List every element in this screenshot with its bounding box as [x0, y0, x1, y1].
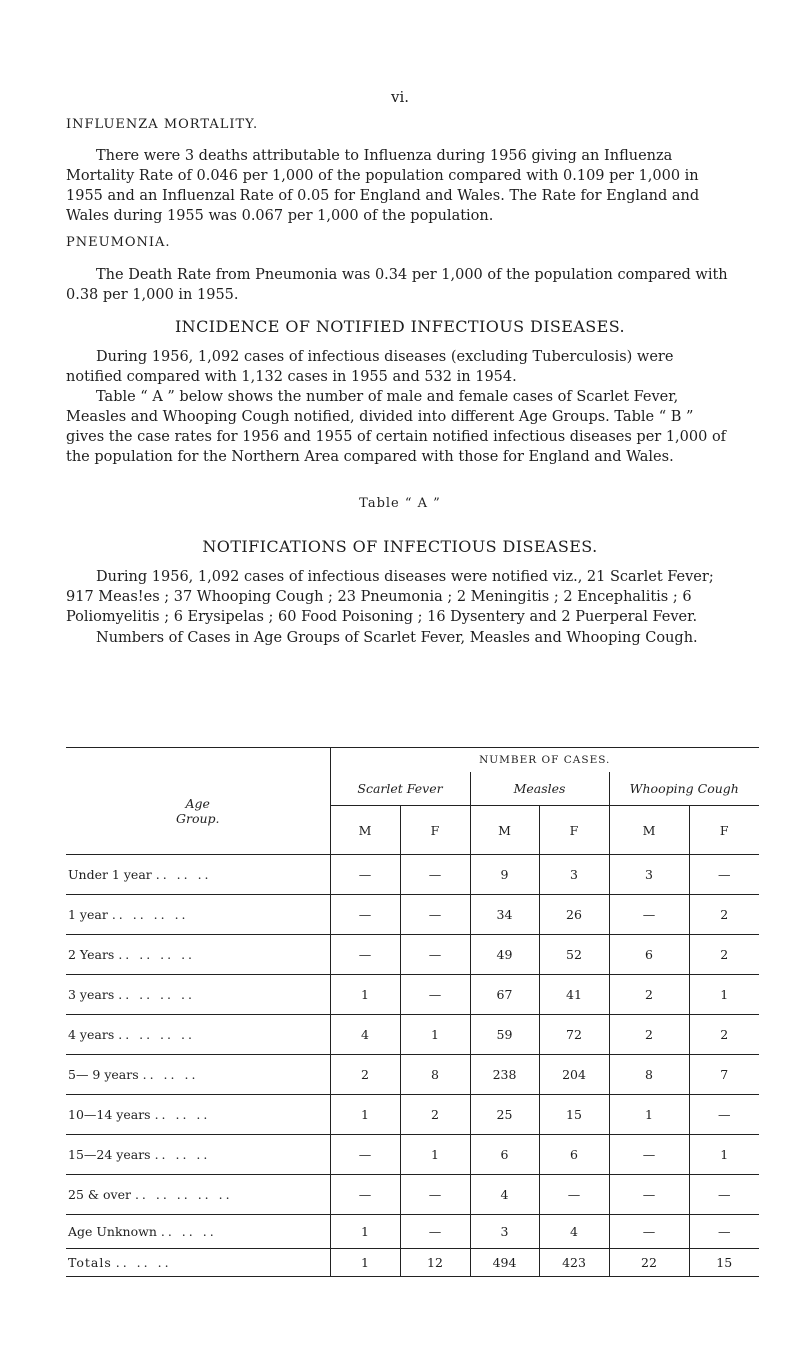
- number-of-cases-header: NUMBER OF CASES.: [330, 748, 759, 772]
- leader-dots: .. .. .. .. ..: [134, 1187, 233, 1202]
- cell-scarlet-f: —: [400, 975, 470, 1015]
- age-label: 25 & over: [68, 1187, 131, 1202]
- cell-measles-f: 3: [539, 855, 609, 895]
- measles-header: Measles: [470, 772, 609, 806]
- scarlet-fever-header: Scarlet Fever: [330, 772, 470, 806]
- cell-scarlet-m: 1: [330, 1215, 400, 1249]
- cell-whooping-m: 2: [609, 1015, 689, 1055]
- age-cell: [66, 1175, 330, 1215]
- cell-scarlet-f: 1: [400, 1015, 470, 1055]
- cell-scarlet-f: 2: [400, 1095, 470, 1135]
- cell-scarlet-m: —: [330, 895, 400, 935]
- total-whooping-m: 22: [609, 1249, 689, 1277]
- leader-dots: .. .. .. ..: [111, 907, 189, 922]
- cell-whooping-m: 2: [609, 975, 689, 1015]
- cell-measles-f: 15: [539, 1095, 609, 1135]
- influenza-paragraph: There were 3 deaths attributable to Influenza during 1956 giving an Influenza Mortality Rate of 0.046 per 1,000 of the population compared with 0.109 per 1,000 in 1955 and an Influenzal Rate of 0.05 for England and Wales. The Rate for England and Wales during 1955 was 0.067 per 1,000 of the population.: [66, 148, 700, 224]
- cell-measles-m: 3: [470, 1215, 539, 1249]
- table-row: [66, 975, 759, 1015]
- cases-by-age-table: [66, 747, 759, 1277]
- table-row: [66, 895, 759, 935]
- cell-scarlet-f: —: [400, 935, 470, 975]
- age-label: 1 year: [68, 907, 108, 922]
- cell-whooping-f: —: [689, 1175, 759, 1215]
- cell-scarlet-f: —: [400, 855, 470, 895]
- cell-scarlet-m: 1: [330, 1095, 400, 1135]
- leader-dots: .. .. .. ..: [118, 1027, 195, 1042]
- cell-measles-f: 6: [539, 1135, 609, 1175]
- totals-row: [66, 1249, 759, 1277]
- totals-label: Totals: [68, 1255, 112, 1270]
- cell-scarlet-m: —: [330, 1175, 400, 1215]
- incidence-title: INCIDENCE OF NOTIFIED INFECTIOUS DISEASES.: [174, 317, 626, 336]
- cell-measles-m: 9: [470, 855, 539, 895]
- table-row: [66, 1055, 759, 1095]
- table-row: [66, 1095, 759, 1135]
- table-row: [66, 1015, 759, 1055]
- cell-measles-m: 49: [470, 935, 539, 975]
- age-cell: [66, 1095, 330, 1135]
- cell-measles-f: 4: [539, 1215, 609, 1249]
- cell-scarlet-m: 1: [330, 975, 400, 1015]
- age-label: Age Unknown: [68, 1224, 157, 1239]
- leader-dots: .. .. .. ..: [118, 947, 196, 962]
- total-measles-m: 494: [470, 1249, 539, 1277]
- cell-measles-m: 238: [470, 1055, 539, 1095]
- age-cell: [66, 1055, 330, 1095]
- age-label: 15—24 years: [68, 1147, 151, 1162]
- age-cell: [66, 1135, 330, 1175]
- cell-scarlet-f: —: [400, 895, 470, 935]
- cell-whooping-f: 2: [689, 1015, 759, 1055]
- sex-header-f: F: [400, 806, 470, 855]
- leader-dots: .. .. ..: [155, 867, 212, 882]
- age-header-line2: Group.: [175, 811, 220, 826]
- cell-measles-m: 4: [470, 1175, 539, 1215]
- pneumonia-paragraph: The Death Rate from Pneumonia was 0.34 per 1,000 of the population compared with 0.38 per 1,000 in 1955.: [66, 267, 728, 303]
- cell-whooping-f: —: [689, 1095, 759, 1135]
- cell-whooping-f: —: [689, 1215, 759, 1249]
- whooping-cough-header: Whooping Cough: [609, 772, 759, 806]
- age-header-line1: Age: [185, 796, 210, 811]
- cell-whooping-m: —: [609, 1215, 689, 1249]
- age-label: 3 years: [68, 987, 115, 1002]
- cell-measles-f: —: [539, 1175, 609, 1215]
- page-number: vi.: [390, 88, 410, 106]
- incidence-paragraph-1: During 1956, 1,092 cases of infectious diseases (excluding Tuberculosis) were notified compared with 1,132 cases in 1955 and 532 in 1954.: [66, 349, 674, 385]
- cell-whooping-m: —: [609, 895, 689, 935]
- age-label: 4 years: [68, 1027, 115, 1042]
- cell-measles-f: 204: [539, 1055, 609, 1095]
- table-row: [66, 1135, 759, 1175]
- cell-whooping-m: 3: [609, 855, 689, 895]
- cell-whooping-f: 2: [689, 935, 759, 975]
- cell-scarlet-f: 8: [400, 1055, 470, 1095]
- sex-header-m: M: [470, 806, 539, 855]
- age-cell: [66, 975, 330, 1015]
- cell-whooping-m: 1: [609, 1095, 689, 1135]
- cell-whooping-m: —: [609, 1175, 689, 1215]
- cell-measles-f: 52: [539, 935, 609, 975]
- leader-dots: .. .. .. ..: [118, 987, 195, 1002]
- cell-scarlet-m: —: [330, 855, 400, 895]
- age-label: 10—14 years: [68, 1107, 151, 1122]
- age-label: 2 Years: [68, 947, 115, 962]
- leader-dots: .. .. ..: [115, 1255, 172, 1270]
- sex-header-m: M: [609, 806, 689, 855]
- cell-measles-m: 67: [470, 975, 539, 1015]
- cell-scarlet-m: 4: [330, 1015, 400, 1055]
- leader-dots: .. .. ..: [154, 1147, 211, 1162]
- table-row: [66, 935, 759, 975]
- cell-measles-f: 72: [539, 1015, 609, 1055]
- cell-whooping-f: 1: [689, 1135, 759, 1175]
- total-measles-f: 423: [539, 1249, 609, 1277]
- table-row: [66, 1175, 759, 1215]
- cell-whooping-m: 8: [609, 1055, 689, 1095]
- age-label: 5— 9 years: [68, 1067, 139, 1082]
- cell-measles-m: 34: [470, 895, 539, 935]
- pneumonia-heading: PNEUMONIA.: [66, 235, 171, 250]
- age-cell: [66, 855, 330, 895]
- cell-measles-m: 25: [470, 1095, 539, 1135]
- total-whooping-f: 15: [689, 1249, 759, 1277]
- cell-whooping-f: 7: [689, 1055, 759, 1095]
- influenza-heading: INFLUENZA MORTALITY.: [66, 117, 259, 132]
- age-cell: [66, 935, 330, 975]
- leader-dots: .. .. ..: [160, 1224, 217, 1239]
- cell-scarlet-f: 1: [400, 1135, 470, 1175]
- leader-dots: .. .. ..: [142, 1067, 199, 1082]
- cell-whooping-m: —: [609, 1135, 689, 1175]
- cell-measles-m: 59: [470, 1015, 539, 1055]
- age-cell: [66, 1215, 330, 1249]
- cell-scarlet-m: —: [330, 1135, 400, 1175]
- age-cell: [66, 1249, 330, 1277]
- table-row: [66, 1215, 759, 1249]
- cell-whooping-f: 1: [689, 975, 759, 1015]
- cell-whooping-m: 6: [609, 935, 689, 975]
- cell-measles-m: 6: [470, 1135, 539, 1175]
- cell-scarlet-m: 2: [330, 1055, 400, 1095]
- age-group-header: [66, 748, 330, 855]
- cell-whooping-f: —: [689, 855, 759, 895]
- age-groups-caption: Numbers of Cases in Age Groups of Scarlet Fever, Measles and Whooping Cough.: [96, 630, 698, 646]
- cell-scarlet-f: —: [400, 1175, 470, 1215]
- leader-dots: .. .. ..: [154, 1107, 211, 1122]
- table-label: Table “ A ”: [359, 496, 441, 511]
- cell-scarlet-m: —: [330, 935, 400, 975]
- sex-header-f: F: [539, 806, 609, 855]
- cell-scarlet-f: —: [400, 1215, 470, 1249]
- sex-header-m: M: [330, 806, 400, 855]
- cell-measles-f: 41: [539, 975, 609, 1015]
- table-row: [66, 855, 759, 895]
- age-cell: [66, 1015, 330, 1055]
- incidence-paragraph-2: Table “ A ” below shows the number of male and female cases of Scarlet Fever, Measles and Whooping Cough notified, divided into different Age Groups. Table “ B ” gives the case rates for 1956 and 1955 of certain notified infectious diseases per 1,000 of the population for the Northern Area compared with those for England and Wales.: [66, 389, 727, 465]
- total-scarlet-m: 1: [330, 1249, 400, 1277]
- notifications-title: NOTIFICATIONS OF INFECTIOUS DISEASES.: [202, 537, 598, 556]
- total-scarlet-f: 12: [400, 1249, 470, 1277]
- age-label: Under 1 year: [68, 867, 152, 882]
- age-cell: [66, 895, 330, 935]
- notifications-paragraph: During 1956, 1,092 cases of infectious diseases were notified viz., 21 Scarlet Fever; 917 Meas!es ; 37 Whooping Cough ; 23 Pneumonia ; 2 Meningitis ; 2 Encephalitis ; 6 Poliomyelitis ; 6 Erysipelas ; 60 Food Poisoning ; 16 Dysentery and 2 Puerperal Fever.: [66, 569, 714, 625]
- sex-header-f: F: [689, 806, 759, 855]
- cell-measles-f: 26: [539, 895, 609, 935]
- cell-whooping-f: 2: [689, 895, 759, 935]
